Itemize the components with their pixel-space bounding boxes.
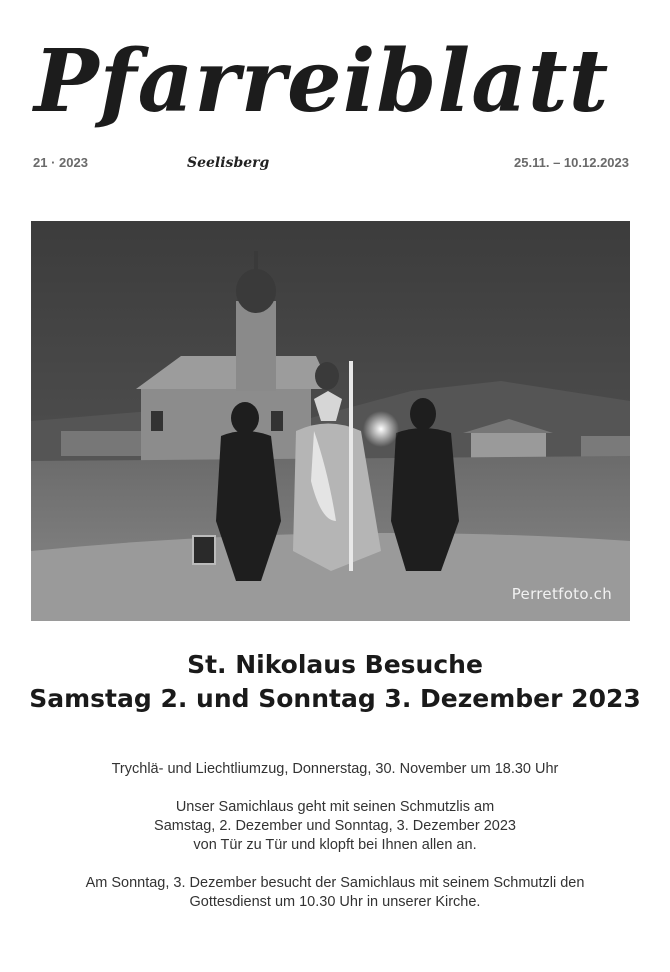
issue-bar xyxy=(33,155,629,175)
headline-dates: Samstag 2. und Sonntag 3. Dezember 2023 xyxy=(29,684,641,713)
cover-photo-illustration xyxy=(31,221,630,621)
text-line: Unser Samichlaus geht mit seinen Schmutzlis am xyxy=(175,799,495,815)
paragraph-visits xyxy=(0,798,670,855)
paragraph-procession xyxy=(0,760,670,779)
headline-title: St. Nikolaus Besuche xyxy=(187,650,483,679)
photo-credit: Perretfoto.ch xyxy=(511,585,612,603)
cover-photo xyxy=(31,221,630,621)
text-line: Samstag, 2. Dezember und Sonntag, 3. Dezember 2023 xyxy=(154,818,516,834)
announcement-body xyxy=(0,760,670,931)
parish-name: Seelisberg xyxy=(187,155,270,171)
text-line: Gottesdienst um 10.30 Uhr in unserer Kirche. xyxy=(189,894,481,910)
text-line: Am Sonntag, 3. Dezember besucht der Samichlaus mit seinem Schmutzli den xyxy=(85,875,585,891)
masthead xyxy=(34,22,634,142)
publication-title: Pfarreiblatt xyxy=(34,31,610,132)
paragraph-service xyxy=(0,874,670,912)
text-line: Trychlä- und Liechtliumzug, Donnerstag, 30. November um 18.30 Uhr xyxy=(111,761,559,777)
issue-number: 21 · 2023 xyxy=(33,155,88,170)
headline xyxy=(0,648,670,716)
text-line: von Tür zu Tür und klopft bei Ihnen allen an. xyxy=(193,837,477,853)
issue-date-range: 25.11. – 10.12.2023 xyxy=(514,155,629,170)
